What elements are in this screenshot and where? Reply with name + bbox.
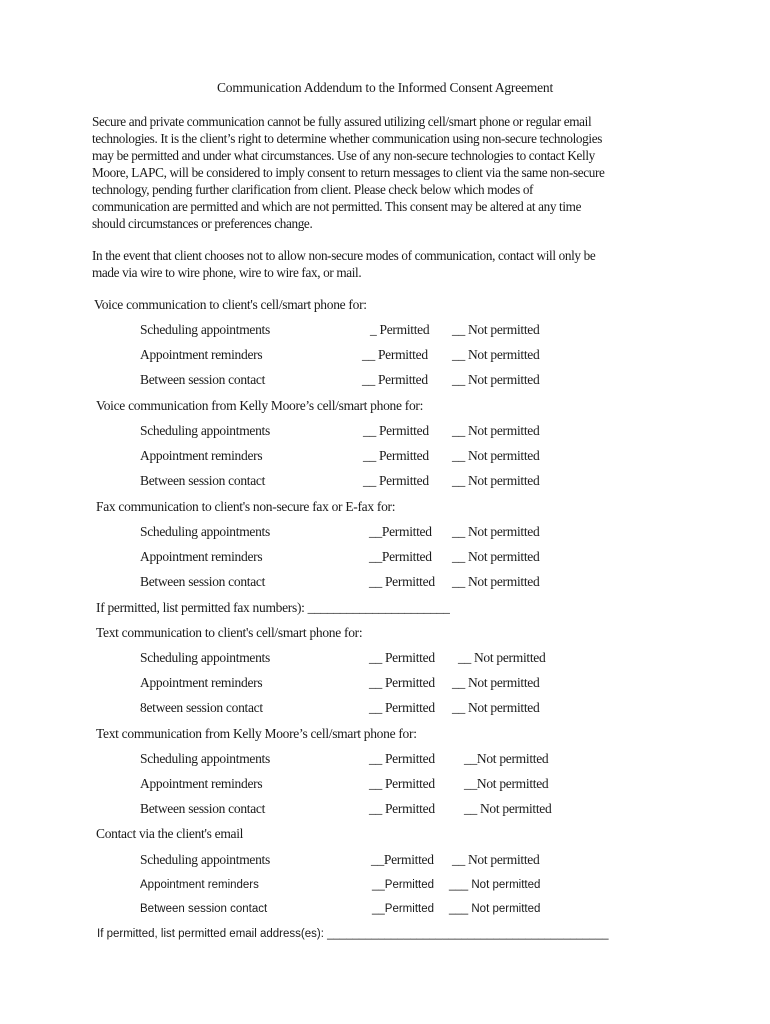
not-permitted-option[interactable]: __ Not permitted: [452, 448, 540, 463]
not-permitted-option[interactable]: __ Not permitted: [452, 852, 540, 867]
permitted-option[interactable]: __ Permitted: [369, 801, 435, 816]
permitted-option[interactable]: __ Permitted: [369, 700, 435, 715]
second-paragraph: [92, 247, 672, 281]
permitted-option[interactable]: _ Permitted: [370, 322, 430, 337]
not-permitted-option[interactable]: __ Not permitted: [452, 322, 540, 337]
intro-line: may be permitted and under what circumstances. Use of any non-secure technologies to contact Kelly: [92, 148, 595, 163]
not-permitted-option[interactable]: ___ Not permitted: [449, 879, 541, 891]
permitted-option[interactable]: __ Permitted: [369, 650, 435, 665]
intro-line: technology, pending further clarification from client. Please check below which modes of: [92, 182, 534, 197]
row-item-label: Appointment reminders: [140, 776, 263, 791]
permitted-option[interactable]: __Permitted: [369, 549, 432, 564]
section-heading-text-to-client: Text communication to client's cell/smart phone for:: [96, 625, 363, 640]
consent-row: [0, 903, 770, 923]
row-item-label: Between session contact: [140, 372, 266, 387]
row-item-label: Appointment reminders: [140, 879, 259, 891]
not-permitted-option[interactable]: __ Not permitted: [452, 524, 540, 539]
row-item-label: Appointment reminders: [140, 347, 263, 362]
permitted-option[interactable]: __Permitted: [371, 852, 434, 867]
not-permitted-option[interactable]: __ Not permitted: [452, 574, 540, 589]
email-addresses-field[interactable]: If permitted, list permitted email address(es): ____________________________________________: [97, 928, 609, 940]
permitted-option[interactable]: __ Permitted: [369, 751, 435, 766]
section-heading-voice-to-client: Voice communication to client's cell/smart phone for:: [94, 297, 367, 312]
permitted-option[interactable]: __ Permitted: [369, 675, 435, 690]
row-item-label: Appointment reminders: [140, 675, 263, 690]
row-item-label: Scheduling appointments: [140, 751, 270, 766]
row-item-label: Appointment reminders: [140, 448, 263, 463]
not-permitted-option[interactable]: __Not permitted: [464, 751, 549, 766]
consent-row: [0, 879, 770, 899]
consent-row: [0, 574, 770, 594]
consent-row: [0, 347, 770, 367]
row-item-label: Between session contact: [140, 574, 266, 589]
consent-row: [0, 751, 770, 771]
row-item-label: Appointment reminders: [140, 549, 263, 564]
section-heading-fax: Fax communication to client's non-secure fax or E-fax for:: [96, 499, 396, 514]
row-item-label: Scheduling appointments: [140, 322, 270, 337]
not-permitted-option[interactable]: __ Not permitted: [452, 549, 540, 564]
consent-row: [0, 700, 770, 720]
intro-line: should circumstances or preferences change.: [92, 216, 313, 231]
consent-row: [0, 776, 770, 796]
not-permitted-option[interactable]: __ Not permitted: [452, 473, 540, 488]
consent-row: [0, 549, 770, 569]
row-item-label: Scheduling appointments: [140, 852, 270, 867]
document-title: Communication Addendum to the Informed Consent Agreement: [217, 80, 553, 95]
intro-line: Secure and private communication cannot be fully assured utilizing cell/smart phone or regular email: [92, 114, 592, 129]
permitted-option[interactable]: __ Permitted: [363, 448, 429, 463]
consent-row: [0, 524, 770, 544]
intro-line: technologies. It is the client’s right to determine whether communication using non-secure technologies: [92, 131, 602, 146]
second-line: In the event that client chooses not to allow non-secure modes of communication, contact will only be: [92, 248, 596, 263]
permitted-option[interactable]: __ Permitted: [362, 372, 428, 387]
second-line: made via wire to wire phone, wire to wire fax, or mail.: [92, 265, 362, 280]
not-permitted-option[interactable]: __Not permitted: [464, 776, 549, 791]
section-heading-email: Contact via the client's email: [96, 826, 244, 841]
section-heading-text-from-therapist: Text communication from Kelly Moore’s cell/smart phone for:: [96, 726, 417, 741]
permitted-option[interactable]: __ Permitted: [369, 776, 435, 791]
intro-paragraph: [92, 113, 672, 232]
consent-row: [0, 675, 770, 695]
row-item-label: Between session contact: [140, 801, 266, 816]
not-permitted-option[interactable]: __ Not permitted: [452, 700, 540, 715]
not-permitted-option[interactable]: ___ Not permitted: [449, 903, 541, 915]
not-permitted-option[interactable]: __ Not permitted: [452, 347, 540, 362]
row-item-label: Between session contact: [140, 473, 266, 488]
permitted-option[interactable]: __Permitted: [369, 524, 432, 539]
consent-row: [0, 852, 770, 872]
intro-line: Moore, LAPC, will be considered to imply consent to return messages to client via the same non-secure: [92, 165, 605, 180]
consent-row: [0, 448, 770, 468]
intro-line: communication are permitted and which are not permitted. This consent may be altered at any time: [92, 199, 582, 214]
consent-row: [0, 650, 770, 670]
permitted-option[interactable]: __ Permitted: [369, 574, 435, 589]
not-permitted-option[interactable]: __ Not permitted: [464, 801, 552, 816]
consent-row: [0, 322, 770, 342]
row-item-label: Scheduling appointments: [140, 650, 270, 665]
consent-row: [0, 473, 770, 493]
row-item-label: Scheduling appointments: [140, 423, 270, 438]
row-item-label: Scheduling appointments: [140, 524, 270, 539]
not-permitted-option[interactable]: __ Not permitted: [458, 650, 546, 665]
permitted-option[interactable]: __Permitted: [372, 903, 435, 915]
permitted-option[interactable]: __ Permitted: [362, 347, 428, 362]
not-permitted-option[interactable]: __ Not permitted: [452, 423, 540, 438]
not-permitted-option[interactable]: __ Not permitted: [452, 372, 540, 387]
permitted-option[interactable]: __ Permitted: [363, 473, 429, 488]
section-heading-voice-from-therapist: Voice communication from Kelly Moore’s cell/smart phone for:: [96, 398, 424, 413]
permitted-option[interactable]: __ Permitted: [363, 423, 429, 438]
not-permitted-option[interactable]: __ Not permitted: [452, 675, 540, 690]
permitted-option[interactable]: __Permitted: [372, 879, 435, 891]
row-item-label: Between session contact: [140, 903, 268, 915]
consent-row: [0, 423, 770, 443]
row-item-label: 8etween session contact: [140, 700, 263, 715]
consent-row: [0, 372, 770, 392]
fax-numbers-field[interactable]: If permitted, list permitted fax numbers): ______________________: [96, 600, 450, 615]
consent-row: [0, 801, 770, 821]
